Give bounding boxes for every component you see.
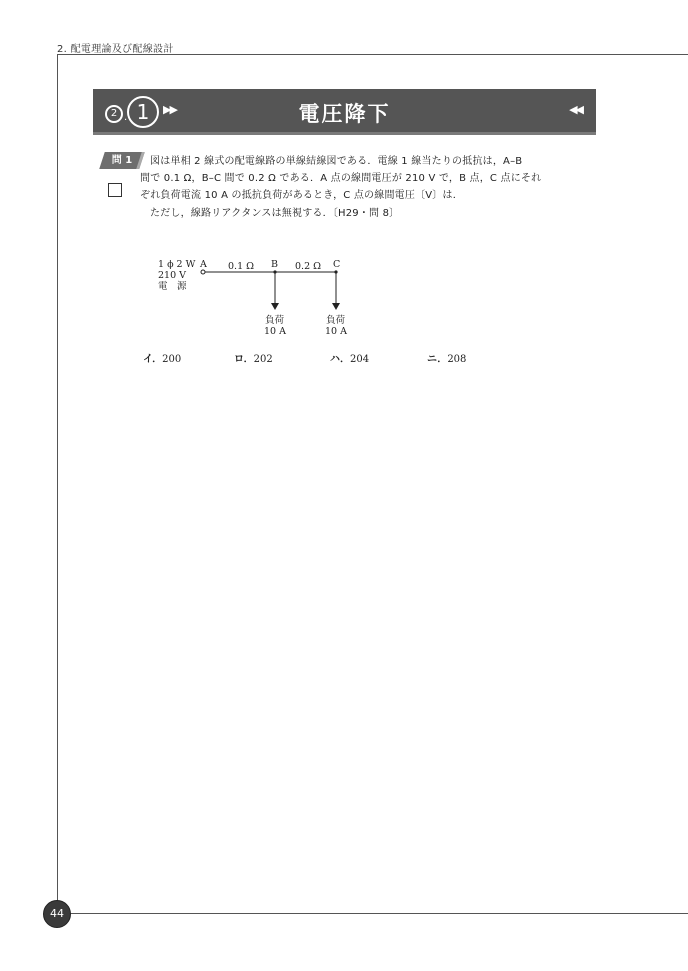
question-line-4: ただし，線路リアクタンスは無視する．〔H29・問 8〕 bbox=[150, 208, 400, 219]
question-line-1: 図は単相 2 線式の配電線路の単線結線図である．電線 1 線当たりの抵抗は，A–B bbox=[150, 156, 523, 167]
terminal-a bbox=[201, 270, 205, 274]
load-c-arrow-icon bbox=[332, 303, 340, 310]
source-label: 電 源 bbox=[158, 281, 187, 292]
question-line-3: ぞれ負荷電流 10 A の抵抗負荷があるとき，C 点の線間電圧〔V〕は． bbox=[140, 190, 463, 201]
source-type-label: 1 ϕ 2 W bbox=[158, 259, 196, 270]
choice-ni[interactable] bbox=[427, 350, 466, 365]
choice-mark: ニ． bbox=[427, 354, 448, 365]
left-rule bbox=[57, 54, 58, 914]
point-c-label: C bbox=[333, 259, 341, 270]
choice-mark: ハ． bbox=[330, 354, 350, 365]
question-label: 問 1 bbox=[111, 155, 133, 166]
choice-mark: ロ． bbox=[234, 354, 254, 365]
load-c-current: 10 A bbox=[325, 326, 347, 337]
point-b-label: B bbox=[271, 259, 278, 270]
resistance-bc-label: 0.2 Ω bbox=[295, 261, 322, 272]
resistance-ab-label: 0.1 Ω bbox=[228, 261, 255, 272]
rewind-icon: ◀◀ bbox=[569, 103, 582, 116]
choice-value: 208 bbox=[447, 354, 467, 365]
section-badge-chapter: 2 bbox=[105, 105, 123, 123]
source-voltage-label: 210 V bbox=[158, 270, 187, 281]
section-badge-dot: . bbox=[124, 112, 128, 123]
question-line-2: 間で 0.1 Ω，B–C 間で 0.2 Ω である．A 点の線間電圧が 210 V で，B 点，C 点にそれ bbox=[140, 173, 542, 184]
point-a-label: A bbox=[200, 259, 207, 270]
bottom-rule bbox=[70, 913, 688, 914]
choice-value: 202 bbox=[253, 354, 273, 365]
load-b-current: 10 A bbox=[264, 326, 286, 337]
top-rule bbox=[57, 54, 688, 55]
choice-value: 200 bbox=[162, 354, 182, 365]
load-b-label: 負荷 bbox=[265, 315, 285, 326]
load-c-label: 負荷 bbox=[326, 315, 346, 326]
choice-value: 204 bbox=[350, 354, 370, 365]
load-b-arrow-icon bbox=[271, 303, 279, 310]
question-badge bbox=[102, 152, 142, 169]
section-badge-number: 1 bbox=[127, 96, 159, 128]
fast-forward-icon: ▶▶ bbox=[163, 103, 176, 116]
circuit-diagram bbox=[150, 255, 370, 345]
chapter-header: 2. 配電理論及び配線設計 bbox=[57, 44, 174, 55]
choice-i[interactable] bbox=[143, 350, 181, 365]
page-number: 44 bbox=[43, 900, 71, 928]
choice-ro[interactable] bbox=[234, 350, 273, 365]
section-title: 電圧降下 bbox=[298, 102, 391, 126]
section-title-bar bbox=[93, 89, 596, 135]
choice-ha[interactable] bbox=[330, 350, 369, 365]
choice-mark: イ． bbox=[143, 354, 163, 365]
answer-checkbox[interactable] bbox=[108, 183, 122, 197]
